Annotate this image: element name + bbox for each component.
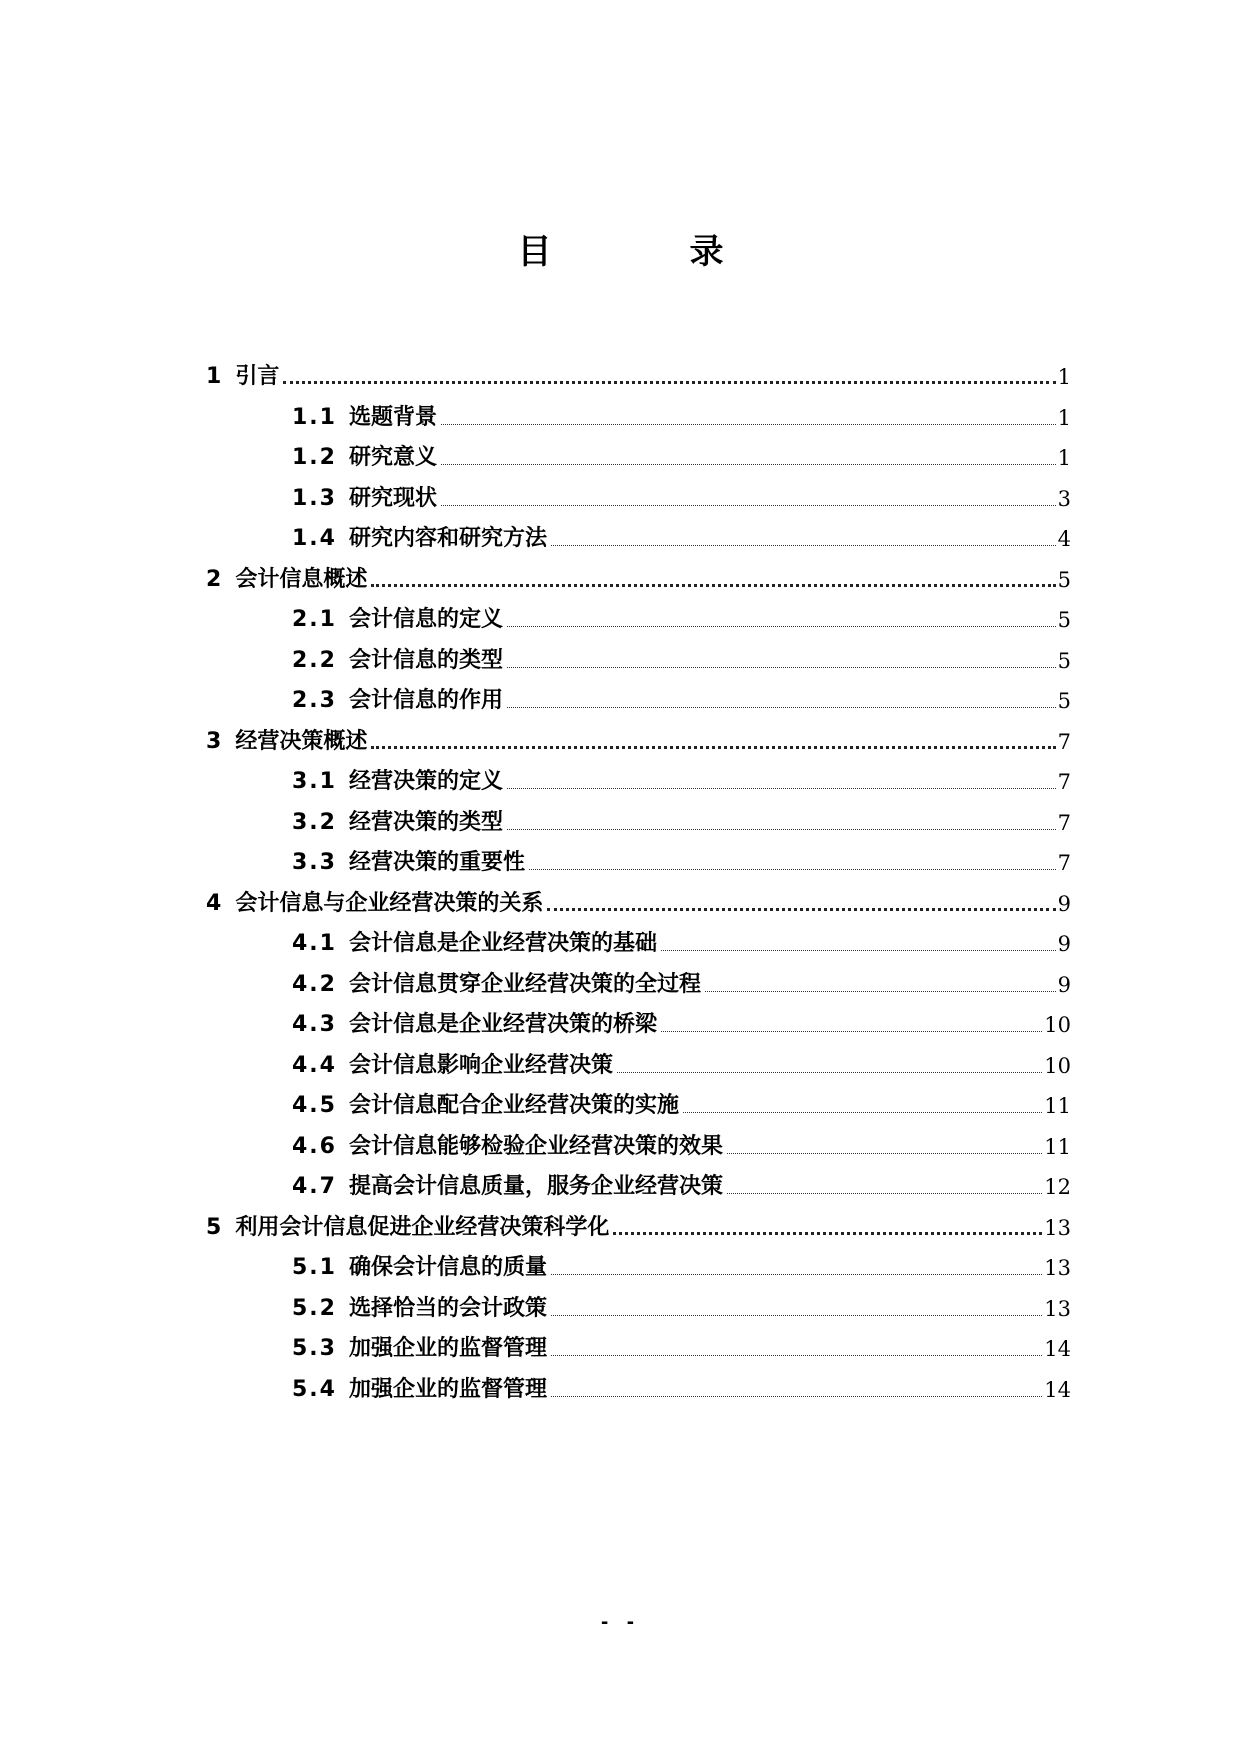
toc-dot-leader [551,1274,1042,1275]
toc-entry-page-number: 13 [1044,1297,1071,1321]
toc-entry-page-number: 7 [1057,770,1071,794]
toc-entry-title: 会计信息配合企业经营决策的实施 [348,1093,679,1118]
toc-entry-page-number: 10 [1044,1054,1071,1078]
toc-entry-page-number: 1 [1057,365,1071,389]
toc-entry-number: 1.4 [292,526,337,551]
toc-dot-leader [551,1396,1042,1397]
toc-dot-leader [705,991,1056,992]
toc-entry-page-number: 11 [1044,1135,1071,1159]
toc-entry-number: 5.4 [292,1377,337,1402]
toc-entry-page-number: 5 [1057,568,1071,592]
toc-dot-leader [727,1153,1042,1154]
toc-entry-title: 加强企业的监督管理 [348,1336,547,1361]
toc-dot-leader [551,1355,1042,1356]
toc-entry-page-number: 9 [1057,932,1071,956]
toc-dot-leader [613,1232,1042,1235]
toc-dot-leader [441,505,1056,506]
toc-dot-leader [661,950,1056,951]
toc-dot-leader [441,424,1056,425]
toc-entry-title: 加强企业的监督管理 [348,1377,547,1402]
toc-entry-number: 1.1 [292,405,337,430]
toc-entry-title: 会计信息是企业经营决策的基础 [348,931,657,956]
toc-entry-title: 经营决策概述 [235,729,368,754]
toc-dot-leader [507,626,1056,627]
toc-entry-title: 提高会计信息质量，服务企业经营决策 [348,1174,723,1199]
toc-entry-title: 会计信息的作用 [348,688,503,713]
toc-entry-page-number: 1 [1057,446,1071,470]
toc-entry-number: 5.3 [292,1336,337,1361]
page-footer: - - [600,1612,641,1633]
toc-entry-number: 2 [206,567,222,592]
toc-entry-page-number: 1 [1057,406,1071,430]
toc-entry-page-number: 11 [1044,1094,1071,1118]
toc-section-entry[interactable] [292,1089,1071,1119]
toc-chapter-entry[interactable] [206,1211,1071,1241]
toc-section-entry[interactable] [292,603,1071,633]
toc-entry-page-number: 12 [1044,1175,1071,1199]
toc-section-entry[interactable] [292,1049,1071,1079]
toc-entry-number: 3.3 [292,850,337,875]
toc-entry-number: 2.2 [292,648,337,673]
toc-entry-page-number: 13 [1044,1216,1071,1240]
toc-section-entry[interactable] [292,1332,1071,1362]
toc-entry-page-number: 14 [1044,1337,1071,1361]
toc-dot-leader [507,788,1056,789]
toc-entry-number: 3.1 [292,769,337,794]
toc-entry-page-number: 13 [1044,1256,1071,1280]
toc-entry-title: 经营决策的重要性 [348,850,525,875]
toc-entry-title: 会计信息影响企业经营决策 [348,1053,613,1078]
toc-entry-title: 会计信息与企业经营决策的关系 [235,891,544,916]
toc-dot-leader [547,908,1055,911]
toc-entry-number: 4.4 [292,1053,337,1078]
toc-dot-leader [371,584,1055,587]
toc-entry-page-number: 7 [1057,730,1071,754]
toc-section-entry[interactable] [292,1170,1071,1200]
toc-chapter-entry[interactable] [206,563,1071,593]
toc-dot-leader [617,1072,1042,1073]
toc-entry-title: 会计信息能够检验企业经营决策的效果 [348,1134,723,1159]
toc-entry-page-number: 9 [1057,973,1071,997]
toc-dot-leader [551,545,1056,546]
toc-entry-page-number: 5 [1057,689,1071,713]
toc-chapter-entry[interactable] [206,887,1071,917]
toc-dot-leader [683,1112,1042,1113]
toc-entry-title: 经营决策的类型 [348,810,503,835]
toc-section-entry[interactable] [292,482,1071,512]
toc-section-entry[interactable] [292,1251,1071,1281]
toc-section-entry[interactable] [292,522,1071,552]
toc-entry-title: 研究意义 [348,445,437,470]
toc-entry-number: 5.1 [292,1255,337,1280]
toc-entry-page-number: 10 [1044,1013,1071,1037]
toc-entry-title: 确保会计信息的质量 [348,1255,547,1280]
toc-entry-title: 研究现状 [348,486,437,511]
toc-dot-leader [727,1193,1042,1194]
toc-chapter-entry[interactable] [206,725,1071,755]
toc-entry-title: 经营决策的定义 [348,769,503,794]
toc-entry-number: 5 [206,1215,222,1240]
toc-dot-leader [661,1031,1042,1032]
toc-entry-title: 会计信息贯穿企业经营决策的全过程 [348,972,701,997]
toc-dot-leader [441,464,1056,465]
toc-section-entry[interactable] [292,1008,1071,1038]
toc-dot-leader [283,381,1055,384]
toc-entry-page-number: 7 [1057,851,1071,875]
toc-chapter-entry[interactable] [206,360,1071,390]
toc-entry-number: 2.3 [292,688,337,713]
toc-entry-number: 1.2 [292,445,337,470]
toc-section-entry[interactable] [292,806,1071,836]
toc-entry-title: 会计信息是企业经营决策的桥梁 [348,1012,657,1037]
toc-entry-title: 会计信息的类型 [348,648,503,673]
toc-entry-number: 4.7 [292,1174,337,1199]
toc-entry-page-number: 4 [1057,527,1071,551]
toc-section-entry[interactable] [292,401,1071,431]
toc-entry-title: 会计信息的定义 [348,607,503,632]
toc-entry-number: 1.3 [292,486,337,511]
toc-entry-number: 4.5 [292,1093,337,1118]
toc-dot-leader [371,746,1055,749]
toc-entry-number: 4 [206,891,222,916]
toc-entry-title: 研究内容和研究方法 [348,526,547,551]
toc-entry-number: 2.1 [292,607,337,632]
toc-entry-number: 4.3 [292,1012,337,1037]
toc-section-entry[interactable] [292,441,1071,471]
toc-dot-leader [551,1315,1042,1316]
toc-entry-number: 3.2 [292,810,337,835]
toc-entry-page-number: 5 [1057,608,1071,632]
toc-section-entry[interactable] [292,846,1071,876]
toc-dot-leader [507,667,1056,668]
toc-entry-page-number: 9 [1057,892,1071,916]
toc-entry-title: 选题背景 [348,405,437,430]
toc-entry-page-number: 14 [1044,1378,1071,1402]
toc-section-entry[interactable] [292,765,1071,795]
toc-section-entry[interactable] [292,968,1071,998]
toc-entry-number: 1 [206,364,222,389]
toc-entry-title: 引言 [235,364,280,389]
toc-section-entry[interactable] [292,644,1071,674]
toc-dot-leader [507,707,1056,708]
toc-section-entry[interactable] [292,927,1071,957]
toc-section-entry[interactable] [292,1373,1071,1403]
toc-entry-page-number: 5 [1057,649,1071,673]
toc-dot-leader [529,869,1056,870]
toc-entry-number: 3 [206,729,222,754]
toc-entry-page-number: 7 [1057,811,1071,835]
toc-entry-title: 利用会计信息促进企业经营决策科学化 [235,1215,610,1240]
page-title: 目 录 [517,232,776,272]
toc-entry-title: 选择恰当的会计政策 [348,1296,547,1321]
toc-entry-number: 5.2 [292,1296,337,1321]
toc-entry-number: 4.1 [292,931,337,956]
toc-entry-title: 会计信息概述 [235,567,368,592]
toc-dot-leader [507,829,1056,830]
toc-section-entry[interactable] [292,1130,1071,1160]
toc-section-entry[interactable] [292,684,1071,714]
toc-entry-page-number: 3 [1057,487,1071,511]
toc-entry-number: 4.2 [292,972,337,997]
toc-entry-number: 4.6 [292,1134,337,1159]
toc-section-entry[interactable] [292,1292,1071,1322]
